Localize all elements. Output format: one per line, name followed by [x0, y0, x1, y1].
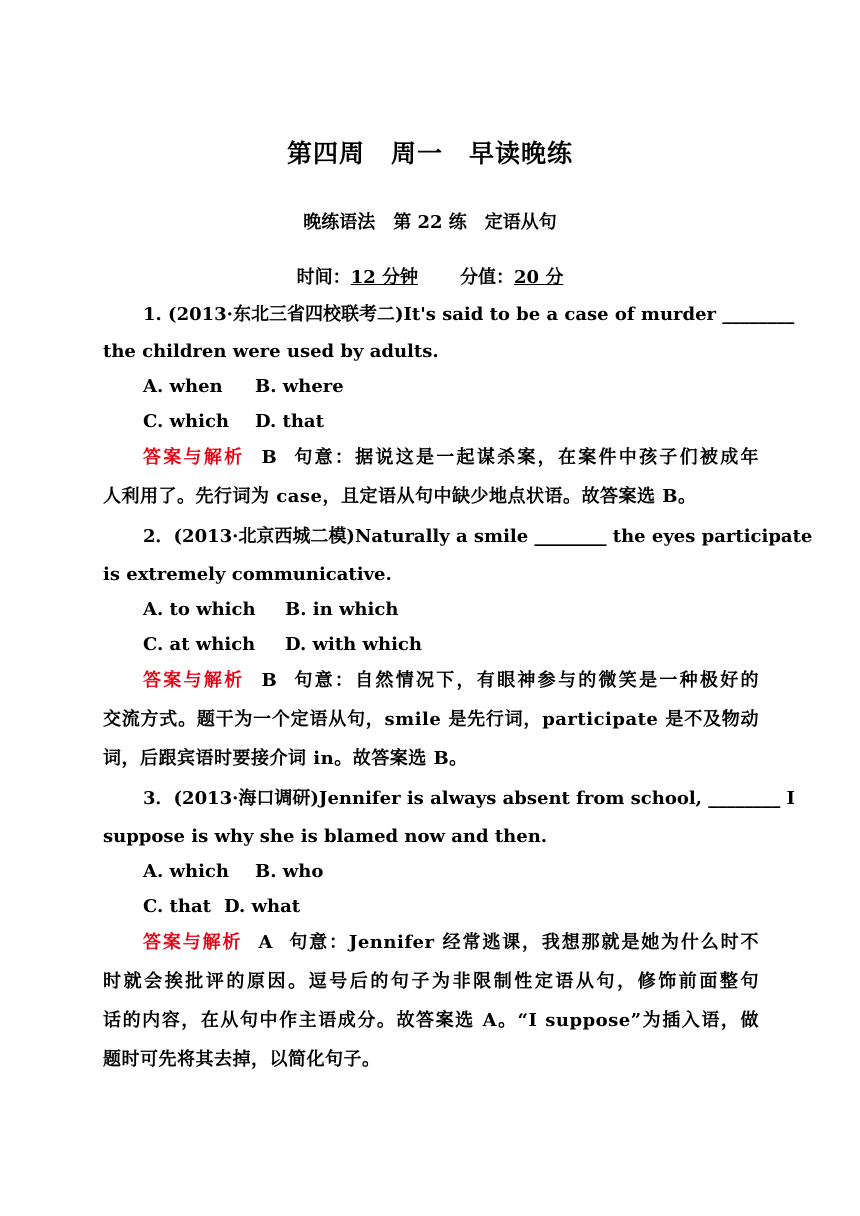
- q2-option-c: C. at which: [143, 634, 256, 655]
- q3-explanation-line3: 话的内容，在从句中作主语成分。故答案选 A。“I suppose”为插入语，做: [103, 1010, 759, 1031]
- q1-option-b: B. where: [255, 376, 344, 397]
- q3-option-a: A. which: [143, 861, 229, 882]
- q2-answer: B: [261, 670, 278, 691]
- q1-explanation-text1: 句意：据说这是一起谋杀案，在案件中孩子们被成年: [294, 447, 759, 468]
- q1-explanation-line2: 人利用了。先行词为 case，且定语从句中缺少地点状语。故答案选 B。: [103, 486, 697, 507]
- q2-stem-line1: 2．(2013·北京西城二模)Naturally a smile ________ the eyes participate: [143, 526, 813, 547]
- q3-option-d: D. what: [224, 896, 301, 917]
- score-value: 20 分: [514, 267, 564, 288]
- q2-explanation-line3: 词，后跟宾语时要接介词 in。故答案选 B。: [103, 748, 468, 769]
- q3-options-row1: [143, 860, 759, 884]
- q2-answer-label: 答案与解析: [143, 670, 245, 691]
- q3-option-c: C. that: [143, 896, 211, 917]
- q2-explanation-text1: 句意：自然情况下，有眼神参与的微笑是一种极好的: [294, 670, 759, 691]
- q3-explanation-text1: 句意：Jennifer 经常逃课，我想那就是她为什么时不: [289, 932, 759, 953]
- q3-answer-label: 答案与解析: [143, 932, 243, 953]
- q2-option-a: A. to which: [143, 599, 256, 620]
- q1-stem-line1: 1. (2013·东北三省四校联考二)It's said to be a case of murder ________: [143, 304, 795, 325]
- time-value: 12 分钟: [350, 267, 418, 288]
- time-score-line: [0, 263, 860, 289]
- q3-explanation-line4: 题时可先将其去掉，以简化句子。: [103, 1049, 381, 1070]
- q2-option-b: B. in which: [285, 599, 399, 620]
- q2-option-d: D. with which: [285, 634, 422, 655]
- q1-option-d: D. that: [255, 411, 324, 432]
- time-label: 时间：: [296, 267, 351, 288]
- q3-stem-line1: 3．(2013·海口调研)Jennifer is always absent from school, ________ I: [143, 788, 795, 809]
- q2-explanation-line1: [143, 669, 759, 693]
- q2-options-row2: [143, 633, 759, 657]
- q3-option-b: B. who: [255, 861, 324, 882]
- q3-options-row2: [143, 895, 759, 919]
- q1-stem-line2: the children were used by adults.: [103, 341, 439, 362]
- q1-options-row2: [143, 410, 759, 434]
- q3-explanation-line2: 时就会挨批评的原因。逗号后的句子为非限制性定语从句，修饰前面整句: [103, 971, 759, 992]
- page-title: 第四周 周一 早读晚练: [286, 139, 573, 168]
- q1-explanation-line1: [143, 446, 759, 470]
- q2-options-row1: [143, 598, 759, 622]
- q1-answer-label: 答案与解析: [143, 447, 245, 468]
- page-subtitle: 晚练语法 第 22 练 定语从句: [303, 212, 557, 233]
- q3-stem-line2: suppose is why she is blamed now and then.: [103, 826, 548, 847]
- q1-answer: B: [261, 447, 278, 468]
- q1-options-row1: [143, 375, 759, 399]
- score-label: 分值：: [460, 267, 514, 288]
- q1-option-a: A. when: [143, 376, 223, 397]
- q3-explanation-line1: [143, 931, 759, 955]
- q3-answer: A: [258, 932, 274, 953]
- q2-stem-line2: is extremely communicative.: [103, 564, 392, 585]
- q2-explanation-line2: 交流方式。题干为一个定语从句，smile 是先行词，participate 是不及物动: [103, 709, 759, 730]
- q1-option-c: C. which: [143, 411, 230, 432]
